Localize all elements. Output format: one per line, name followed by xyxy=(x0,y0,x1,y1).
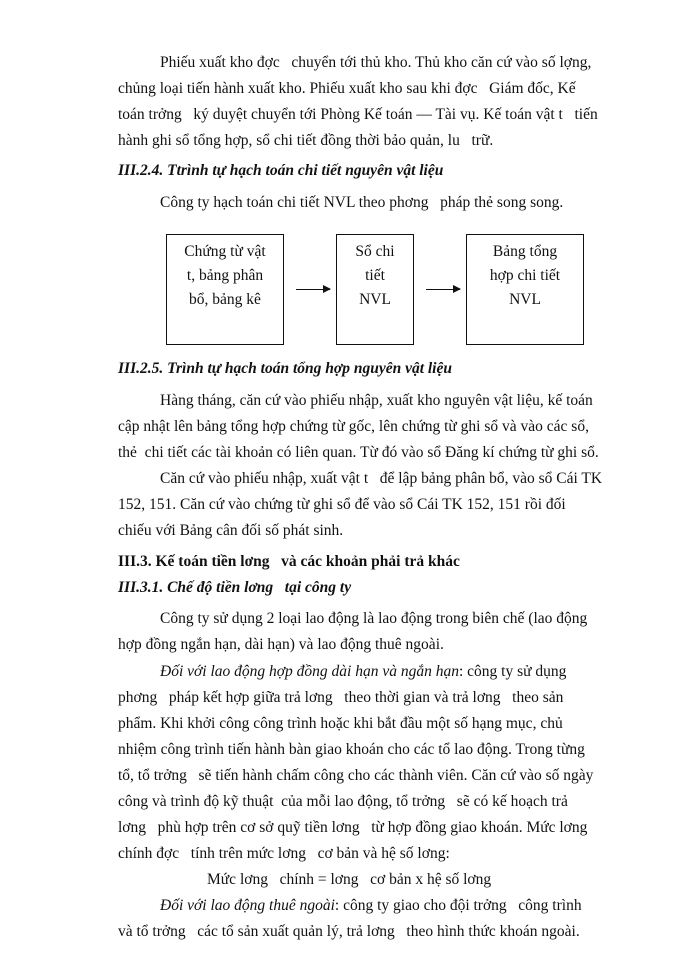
section-heading: III.3. Kế toán tiền lơng và các khoản phải trả khác xyxy=(118,553,460,570)
paragraph-line: công và trình độ kỹ thuật của mỗi lao động, tổ trởng sẽ có kế hoạch trả xyxy=(118,793,568,810)
salary-formula: Mức lơng chính = lơng cơ bản x hệ số lơng xyxy=(207,871,492,888)
paragraph-line: nhiệm công trình tiến hành bàn giao khoán cho các tổ lao động. Trong từng xyxy=(118,741,585,758)
arrow-right-icon xyxy=(296,289,330,290)
paragraph-line xyxy=(160,662,566,682)
paragraph-line: Hàng tháng, căn cứ vào phiếu nhập, xuất kho nguyên vật liệu, kế toán xyxy=(160,392,593,409)
diagram-box-label: Bảng tổng hợp chi tiết NVL xyxy=(489,243,561,308)
emphasis-text: Đối với lao động hợp đồng dài hạn và ngắn hạn xyxy=(160,663,459,680)
paragraph-line: phơng pháp kết hợp giữa trả lơng theo thời gian và trả lơng theo sản xyxy=(118,689,564,706)
paragraph-line: Công ty hạch toán chi tiết NVL theo phơng pháp thẻ song song. xyxy=(160,194,564,211)
paragraph-line: Phiếu xuất kho đợc chuyển tới thủ kho. Thủ kho căn cứ vào số lợng, xyxy=(160,54,592,71)
paragraph-line: hành ghi sổ tổng hợp, sổ chi tiết đồng thời bảo quản, lu trữ. xyxy=(118,132,494,149)
paragraph-line: toán trởng ký duyệt chuyển tới Phòng Kế toán — Tài vụ. Kế toán vật t tiến xyxy=(118,106,598,123)
paragraph-line: và tổ trởng các tổ sản xuất quản lý, trả lơng theo hình thức khoán ngoài. xyxy=(118,923,580,940)
paragraph-line: lơng phù hợp trên cơ sở quỹ tiền lơng từ hợp đồng giao khoán. Mức lơng xyxy=(118,819,588,836)
emphasis-text: Đối với lao động thuê ngoài xyxy=(160,897,335,914)
paragraph-line: 152, 151. Căn cứ vào chứng từ ghi sổ để vào sổ Cái TK 152, 151 rồi đối xyxy=(118,496,566,513)
diagram-box-summary-table xyxy=(466,234,584,345)
diagram-box-label: Chứng từ vật t, bảng phân bổ, bảng kê xyxy=(184,243,266,308)
paragraph-line: cập nhật lên bảng tổng hợp chứng từ gốc, lên chứng từ ghi sổ và vào các sổ, xyxy=(118,418,589,435)
paragraph-line: Căn cứ vào phiếu nhập, xuất vật t để lập bảng phân bổ, vào sổ Cái TK xyxy=(160,470,603,487)
paragraph-line: phẩm. Khi khởi công công trình hoặc khi bắt đầu một số hạng mục, chủ xyxy=(118,715,563,732)
paragraph-text: : công ty giao cho đội trởng công trình xyxy=(334,897,582,914)
paragraph-line: chính đợc tính trên mức lơng cơ bản và hệ số lơng: xyxy=(118,845,450,862)
paragraph-line: chủng loại tiến hành xuất kho. Phiếu xuất kho sau khi đợc Giám đốc, Kế xyxy=(118,80,576,97)
paragraph-line xyxy=(160,896,582,916)
paragraph-text: : công ty sử dụng xyxy=(458,663,567,680)
section-heading: III.2.4. Ttrình tự hạch toán chi tiết nguyên vật liệu xyxy=(118,162,444,179)
paragraph-line: hợp đồng ngắn hạn, dài hạn) và lao động thuê ngoài. xyxy=(118,636,444,653)
subsection-heading: III.3.1. Chế độ tiền lơng tại công ty xyxy=(118,579,352,596)
paragraph-line: Công ty sử dụng 2 loại lao động là lao động trong biên chế (lao động xyxy=(160,610,588,627)
section-heading: III.2.5. Trình tự hạch toán tổng hợp nguyên vật liệu xyxy=(118,360,452,377)
diagram-box-source-documents xyxy=(166,234,284,345)
arrow-right-icon xyxy=(426,289,460,290)
diagram-box-label: Sổ chi tiết NVL xyxy=(355,243,395,308)
paragraph-line: thẻ chi tiết các tài khoản có liên quan. Từ đó vào sổ Đăng kí chứng từ ghi sổ. xyxy=(118,444,599,461)
paragraph-line: chiếu với Bảng cân đối số phát sinh. xyxy=(118,522,344,539)
paragraph-line: tổ, tổ trởng sẽ tiến hành chấm công cho các thành viên. Căn cứ vào số ngày xyxy=(118,767,594,784)
diagram-box-detail-ledger xyxy=(336,234,414,345)
